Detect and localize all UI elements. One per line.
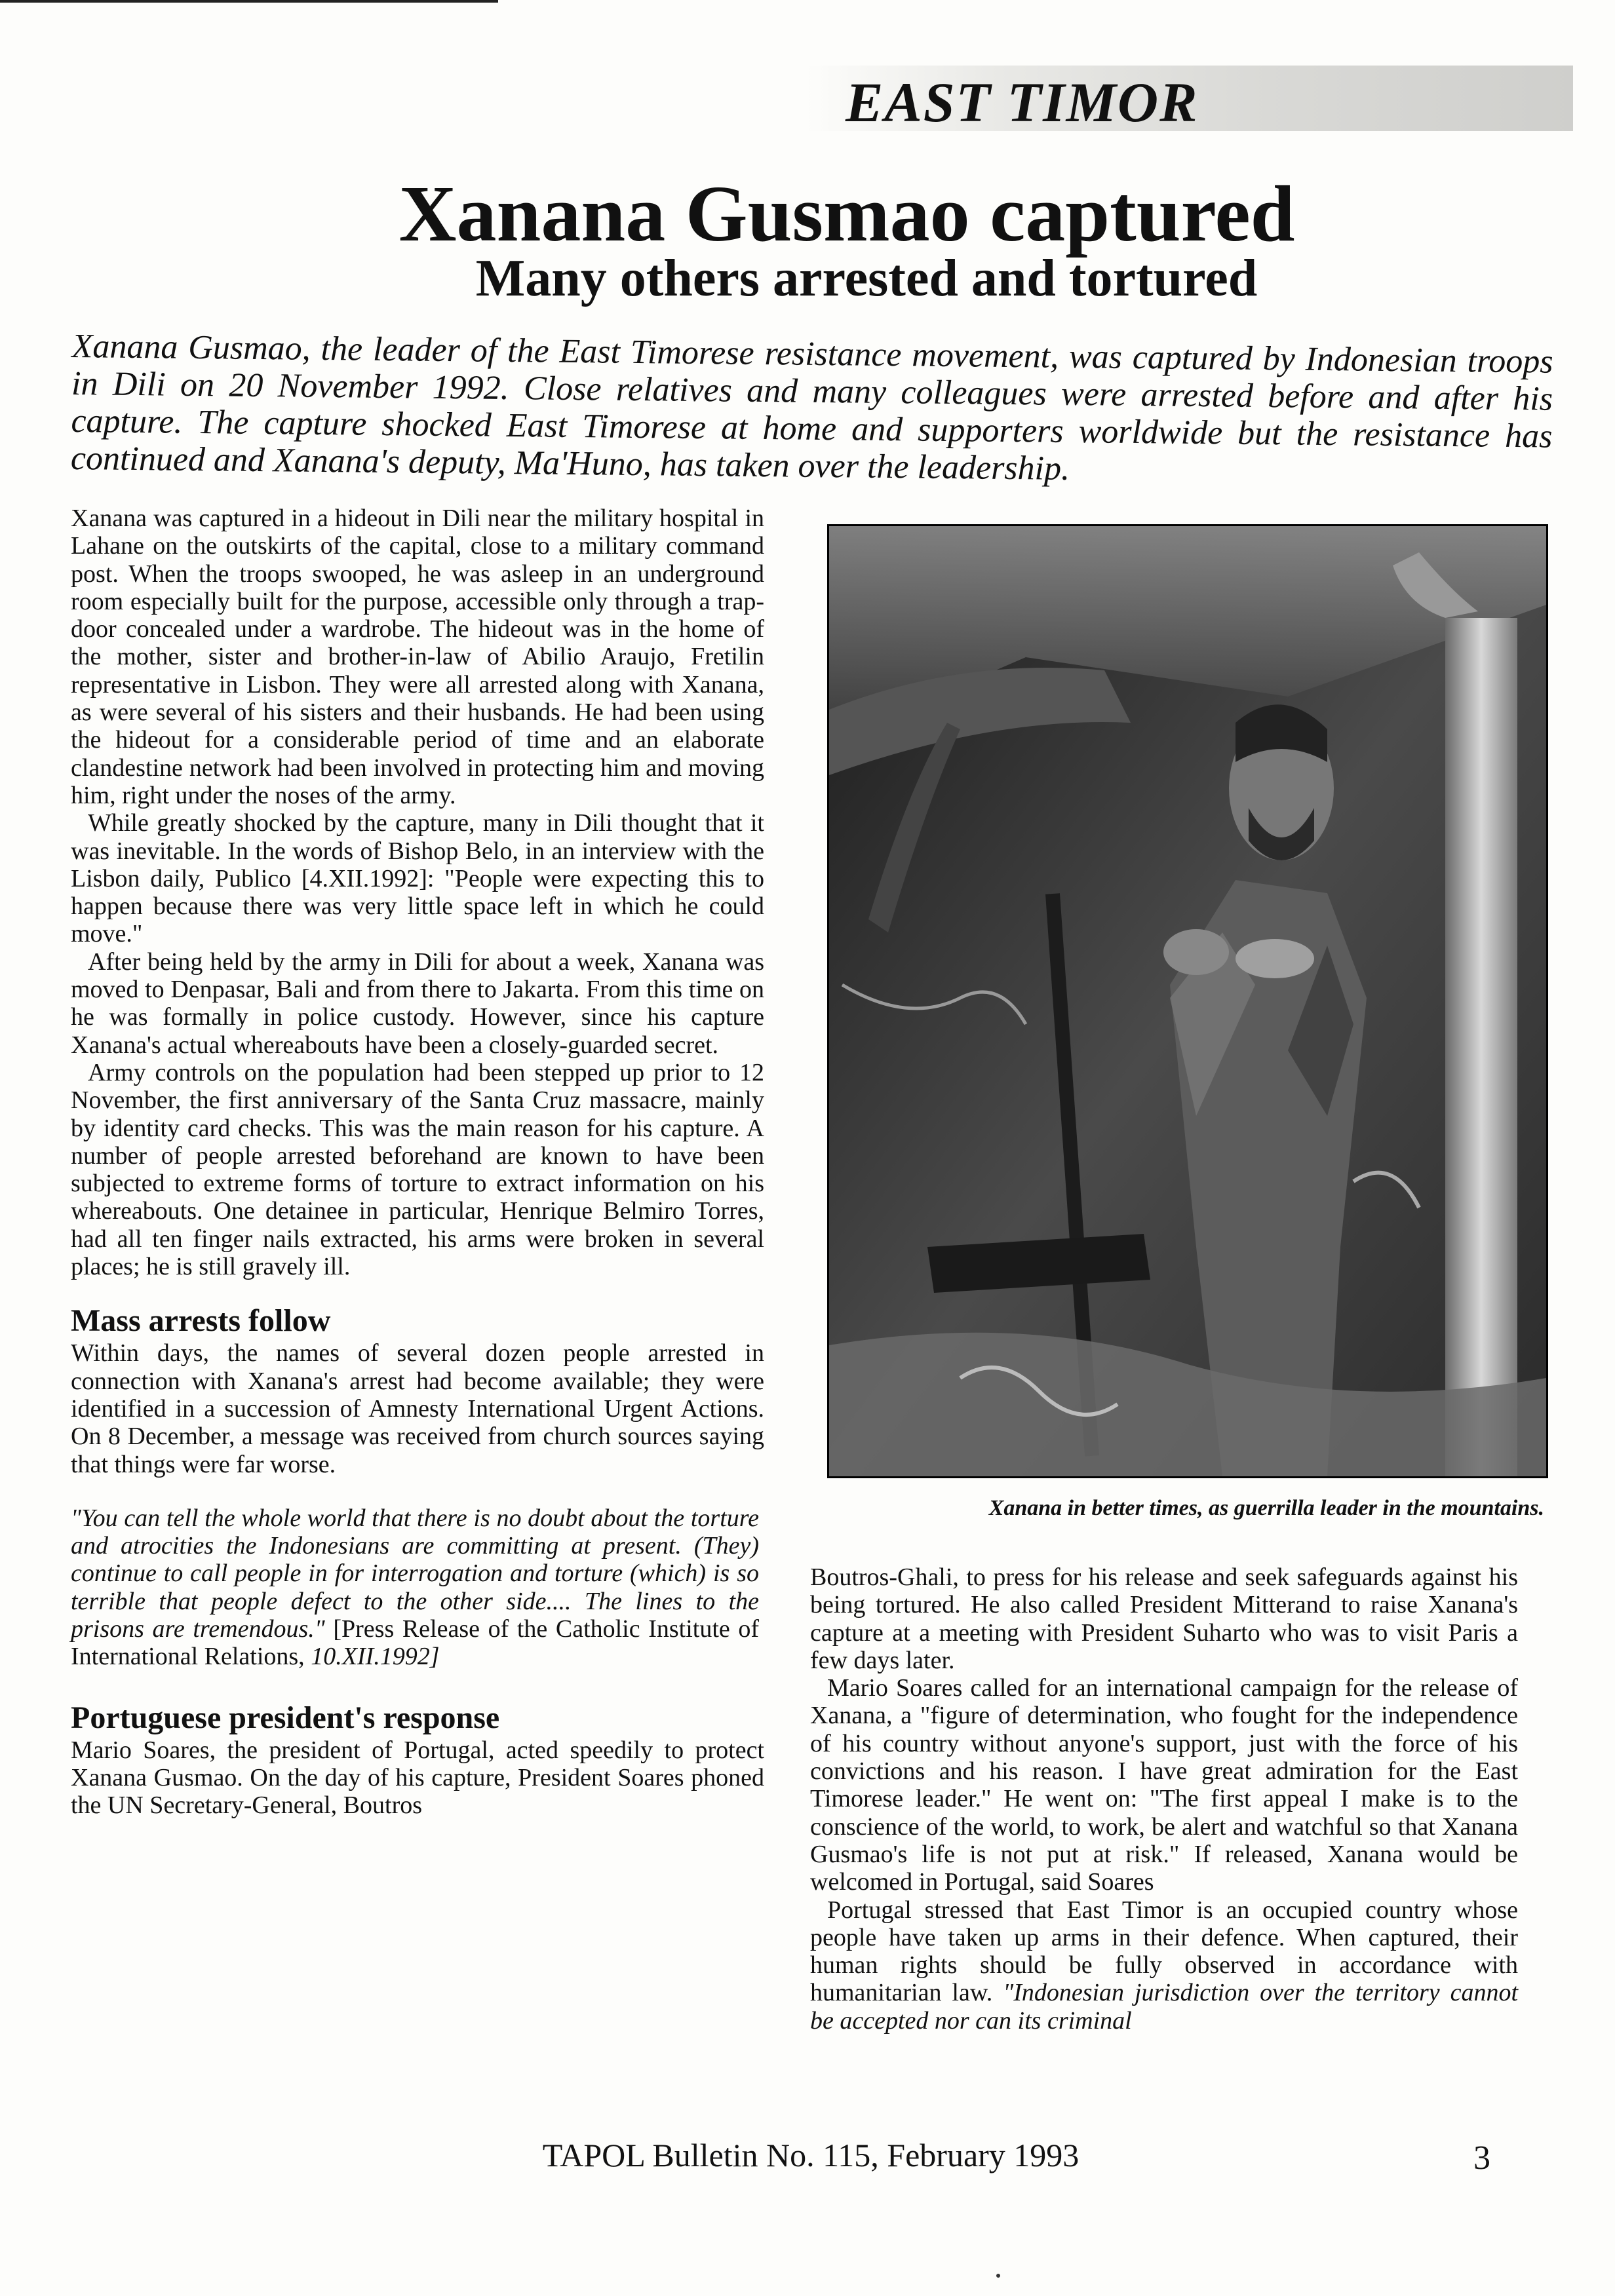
- body-paragraph: After being held by the army in Dili for about a week, Xanana was moved to Denpasar, Bali and from there to Jakarta. From this time on he was formally in police custody. However, since his capture Xanana's actual whereabouts have been a closely-guarded secret.: [71, 947, 764, 1059]
- body-paragraph: Xanana was captured in a hideout in Dili near the military hospital in Lahane on the outskirts of the capital, close to a military command post. When the troops swooped, he was asleep in an underground room especially built for the purpose, accessible only through a trap-door concealed under a wardrobe. The hideout was in the home of the mother, sister and brother-in-law of Abilio Araujo, Fretilin representative in Lisbon. They were all arrested along with Xanana, as were several of his sisters and their husbands. He had been using the hideout for a considerable period of time and an elaborate clandestine network had been involved in protecting him and moving him, right under the noses of the army.: [71, 505, 764, 809]
- quote-text: "You can tell the whole world that there is no doubt about the torture and atrocities the Indonesians are committing at present. (They) continue to call people in for interrogation and torture (which) is so terrible that people defect to the other side.... The lines to the prisons are tremendous.": [71, 1504, 759, 1643]
- headline: Xanana Gusmao captured: [399, 170, 1295, 258]
- body-paragraph: [810, 1896, 1518, 2035]
- footer: TAPOL Bulletin No. 115, February 1993: [542, 2137, 1080, 2173]
- page-number: 3: [1473, 2139, 1490, 2177]
- closing-quote: "Indonesian jurisdiction over the territory cannot be accepted nor can its criminal: [810, 1979, 1519, 2035]
- right-column: [810, 1563, 1518, 2035]
- body-paragraph: Boutros-Ghali, to press for his release and seek safeguards against his being tortured. He also called President Mitterand to raise Xanana's capture at a meeting with President Suharto who was to visit Paris a few days later.: [810, 1563, 1518, 1674]
- body-paragraph: While greatly shocked by the capture, many in Dili thought that it was inevitable. In the words of Bishop Belo, in an interview with the Lisbon daily, Publico [4.XII.1992]: "People were expecting this to happen because there was very little space left in which he could move.": [71, 809, 764, 948]
- guerrilla-photo: [827, 524, 1548, 1478]
- photo-caption: Xanana in better times, as guerrilla leader in the mountains.: [988, 1496, 1544, 1520]
- speck: [996, 2274, 1000, 2278]
- body-paragraph: Within days, the names of several dozen people arrested in connection with Xanana's arrest had become available; they were identified in a succession of Amnesty International Urgent Actions. On 8 December, a message was received from church sources saying that things were far worse.: [71, 1339, 764, 1478]
- section-tag-label: EAST TIMOR: [846, 71, 1199, 134]
- left-column: [71, 505, 764, 1819]
- subhead-mass-arrests: Mass arrests follow: [71, 1303, 331, 1339]
- subheadline: Many others arrested and tortured: [475, 250, 1258, 307]
- portugal-paragraph-text: Portugal stressed that East Timor is an occupied country whose people have taken up arms in their defence. When captured, their human rights should be fully observed in accordance with humanitarian law.: [810, 1896, 1518, 2007]
- body-paragraph: Mario Soares called for an international campaign for the release of Xanana, a "figure of determination, who fought for the independence of his country without anyone's support, just with the force of his convictions and his reason. I have great admiration for the East Timorese leader." He went on: "The first appeal I make is to the conscience of the world, to work, be alert and watchful so that Xanana Gusmao's life is not put at risk." If released, Xanana would be welcomed in Portugal, said Soares: [810, 1674, 1518, 1896]
- quote-block: [71, 1504, 764, 1671]
- quote-date: 10.XII.1992]: [311, 1643, 440, 1671]
- standfirst: Xanana Gusmao, the leader of the East Timorese resistance movement, was captured by Indonesian troops in Dili on 20 November 1992. Close relatives and many colleagues were arrested before and after his capture. The capture shocked East Timorese at home and supporters worldwide but the resistance has continued and Xanana's deputy, Ma'Huno, has taken over the leadership.: [70, 328, 1553, 488]
- body-paragraph: Army controls on the population had been stepped up prior to 12 November, the first anniversary of the Santa Cruz massacre, mainly by identity card checks. This was the main reason for his capture. A number of people arrested beforehand are known to have been subjected to extreme forms of torture to extract information on his whereabouts. One detainee in particular, Henrique Belmiro Torres, had all ten finger nails extracted, his arms were broken in several places; he is still gravely ill.: [71, 1058, 764, 1281]
- subhead-portuguese-president: Portuguese president's response: [71, 1700, 500, 1735]
- section-tag: [806, 66, 1573, 134]
- quote-source: [Press Release of the Catholic Institute of International Relations,: [71, 1615, 760, 1671]
- photo-illustration: [829, 526, 1546, 1476]
- body-paragraph: Mario Soares, the president of Portugal, acted speedily to protect Xanana Gusmao. On the day of his capture, President Soares phoned the UN Secretary-General, Boutros: [71, 1736, 764, 1820]
- top-rule: [0, 0, 498, 3]
